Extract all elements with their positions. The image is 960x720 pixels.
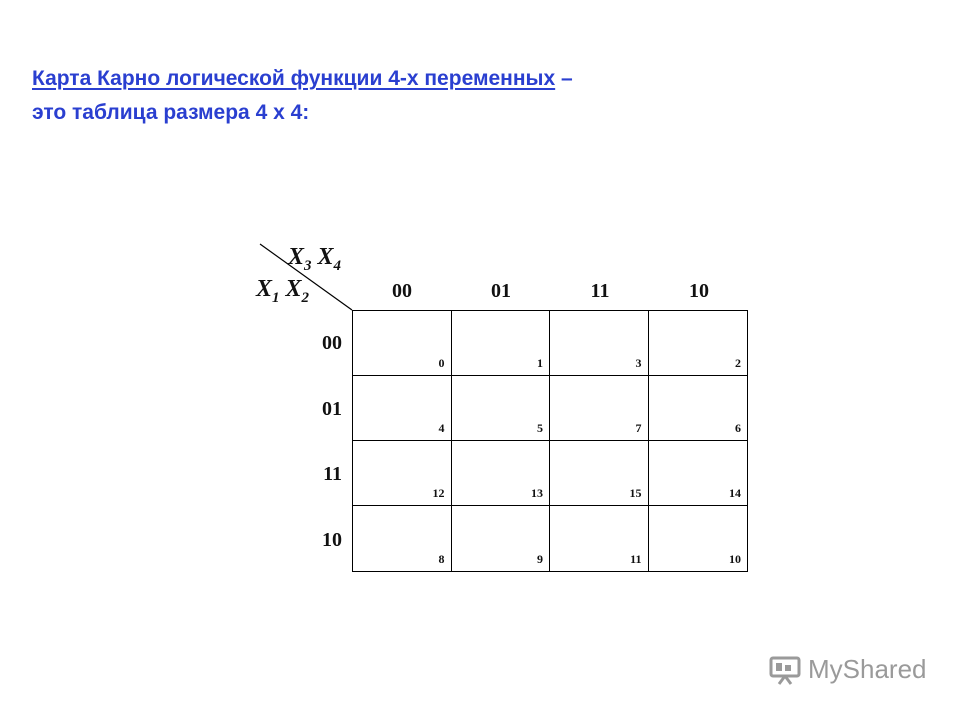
- column-variables-label: $X_3$ $X_4$: [288, 244, 342, 274]
- kmap-cell: 11: [550, 506, 649, 571]
- kmap-cell: 0: [353, 311, 452, 376]
- watermark-logo: [768, 654, 927, 685]
- kmap-cell: 4: [353, 376, 452, 441]
- kmap-cell: 14: [649, 441, 748, 506]
- row-variables-label: $X_1$ $X_2$: [256, 276, 310, 306]
- column-header-11: 11: [590, 280, 610, 302]
- watermark-text: MyShared: [808, 654, 927, 684]
- column-header-01: 01: [491, 280, 511, 302]
- kmap-cell: 3: [550, 311, 649, 376]
- row-header-00: 00: [322, 332, 342, 354]
- row-header-11: 11: [323, 463, 342, 485]
- kmap-cell: 2: [649, 311, 748, 376]
- kmap-cell: 1: [452, 311, 551, 376]
- kmap-cell: 7: [550, 376, 649, 441]
- column-header-00: 00: [392, 280, 412, 302]
- column-header-10: 10: [689, 280, 709, 302]
- karnaugh-map-grid: [352, 310, 748, 572]
- kmap-cell: 15: [550, 441, 649, 506]
- kmap-cell: 12: [353, 441, 452, 506]
- presentation-board-icon: [768, 655, 802, 685]
- kmap-cell: 6: [649, 376, 748, 441]
- kmap-cell: 9: [452, 506, 551, 571]
- row-header-01: 01: [322, 398, 342, 420]
- kmap-cell: 13: [452, 441, 551, 506]
- kmap-cell: 10: [729, 552, 741, 566]
- row-header-10: 10: [322, 529, 342, 551]
- title-link[interactable]: Карта Карно логической функции 4-х переменных: [32, 67, 556, 90]
- kmap-cell: 8: [353, 506, 452, 571]
- title-line-2: это таблица размера 4 х 4:: [32, 101, 310, 124]
- kmap-cell: 5: [452, 376, 551, 441]
- title-dash: –: [561, 67, 573, 90]
